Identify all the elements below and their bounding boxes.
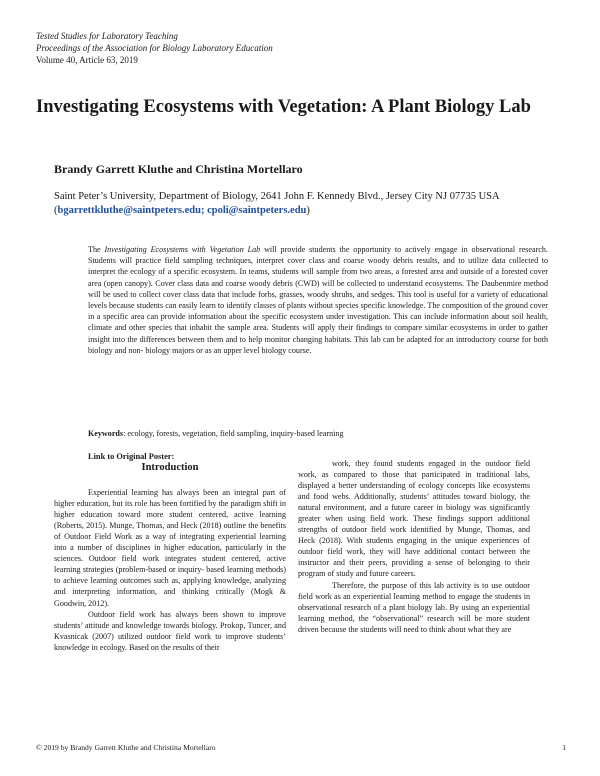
keywords <box>88 429 548 438</box>
journal-header <box>36 30 273 66</box>
original-poster-link[interactable]: Link to Original Poster: <box>88 452 175 461</box>
abstract <box>88 244 548 356</box>
intro-paragraph-1: Experiential learning has always been an integral part of higher education, but its role has been fortified by the paradigm shift in higher education toward more student centered, active learning (Roberts, 2015). Munge, Thomas, and Heck (2018) outline the benefits of Outdoor Field Work as a way of integrating experiential learning into a number of disciplines in higher education, particularly in the sciences. Outdoor field work integrates student centered, active learning strategies (problem-based or inquiry- based learning methods) to achieve learning outcomes such as, applying knowledge, analyzing and interpreting information, and thinking critically (Mogk & Goodwin, 2012). <box>54 488 286 608</box>
journal-series: Tested Studies for Laboratory Teaching <box>36 31 178 41</box>
page-number: 1 <box>562 743 566 752</box>
keywords-list: : ecology, forests, vegetation, field sampling, inquiry-based learning <box>123 429 344 438</box>
intro-paragraph-3: work, they found students engaged in the outdoor field work, as compared to those that participated in traditional labs, displayed a better understanding of ecology concepts like ecosystems and food webs. Additionally, students’ attitudes toward biology, the natural environment, and a future career in biology was significantly greater when using field work. These findings support additional strengths of outdoor field work identified by Munge, Thomas, and Heck (2018). With students engaging in the unique experiences of outdoor field work, they will have additional contact between the instructor and their peers, providing a sense of belonging to their program of study and future careers. <box>298 459 530 579</box>
paper-title: Investigating Ecosystems with Vegetation: A Plant Biology Lab <box>36 97 531 117</box>
page-footer <box>36 743 566 752</box>
affiliation-address: Saint Peter’s University, Department of Biology, 2641 John F. Kennedy Blvd., Jersey City NJ 07735 USA <box>54 191 500 202</box>
author-1: Brandy Garrett Kluthe <box>54 162 174 176</box>
affiliation <box>54 190 554 218</box>
author-conjunction: and <box>176 165 193 176</box>
abstract-prefix: The <box>88 245 105 254</box>
keywords-label: Keywords <box>88 429 124 438</box>
author-line <box>54 162 303 177</box>
introduction-heading: Introduction <box>141 462 199 473</box>
author-2: Christina Mortellaro <box>195 162 303 176</box>
copyright-notice: © 2019 by Brandy Garrett Kluthe and Christina Mortellaro <box>36 743 216 752</box>
journal-proceedings: Proceedings of the Association for Biology Laboratory Education <box>36 43 273 53</box>
intro-paragraph-2: Outdoor field work has always been shown to improve students’ attitude and knowledge towards biology. Prokop, Tuncer, and Kvasnicak (2007) utilized outdoor field work to improve students’ knowledge in ecology. Based on the results of their <box>54 609 286 652</box>
abstract-body: will provide students the opportunity to actively engage in observational research. Students will practice field sampling techniques, interpret cover class and coarse woody debris results, and to utilize data collected to interpret the ecology of a specific ecosystem. In teams, students will sample from two areas, a forested area and outside of a forested cover area (open canopy). Cover class data and coarse woody debris (CWD) will be collected to understand ecosystems. The Daubenmire method will be used to collect cover class data that include forbs, grasses, woody shrubs, and sedges. This tool is useful for a variety of educational levels because students can easily learn to identify classes of plants without species specific knowledge. The composition of the ground cover in a specific area can provide information about the specific ecosystem under investigation. This can include information about soil health, climate and other species that inhabit the sample area. Students will apply their findings to compare similar ecosystems in order to gather insight into the differences between them and to help monitor changing habitats. This lab can be adapted for an introductory course for both biology and non- biology majors or as an upper level biology course. <box>88 245 548 355</box>
abstract-lab-title: Investigating Ecosystems with Vegetation Lab <box>104 245 261 254</box>
left-column <box>54 462 286 653</box>
email-line <box>54 204 554 218</box>
email-close-paren: ) <box>306 205 310 216</box>
author-emails-link[interactable]: bgarrettkluthe@saintpeters.edu; cpoli@saintpeters.edu <box>57 205 307 216</box>
email-open-paren: ( <box>54 205 58 216</box>
right-column <box>298 458 530 635</box>
journal-volume: Volume 40, Article 63, 2019 <box>36 55 138 65</box>
intro-paragraph-4: Therefore, the purpose of this lab activity is to use outdoor field work as an experiential learning method to engage the students in observational research of a plant biology lab. By using an experiential learning method, the “observational” research will be more student driven because the students will need to think about what they are <box>298 580 530 634</box>
